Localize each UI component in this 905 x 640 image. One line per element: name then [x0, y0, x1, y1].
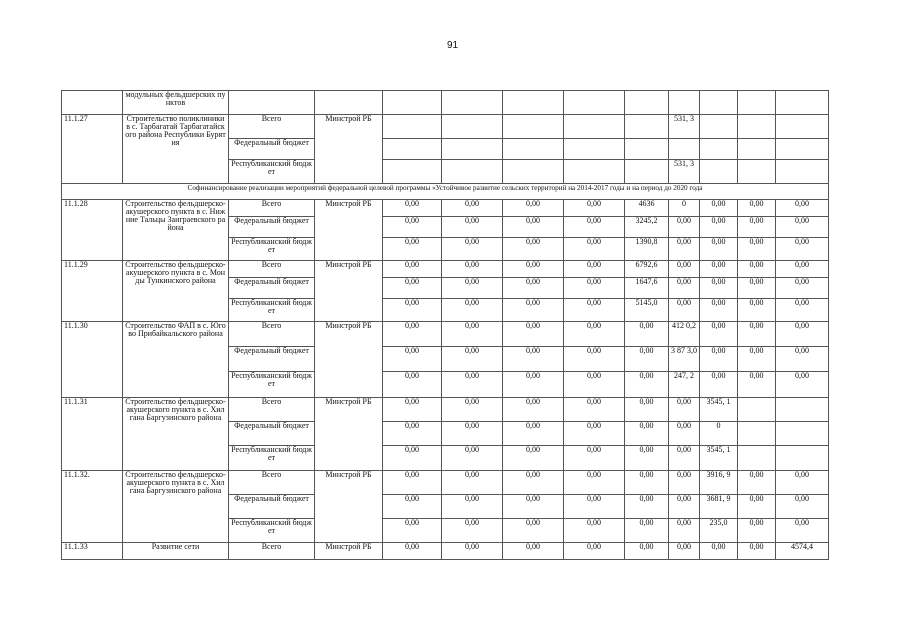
table-row — [62, 471, 829, 495]
amount-cell — [738, 160, 776, 184]
amount-cell: 0,00 — [503, 471, 564, 495]
responsible-executor-cell: Минстрой РБ — [315, 261, 383, 322]
activity-name-cell: Строительство фельдшерско-акушерского пункта в с. Хилгана Баргузинского района — [123, 398, 229, 471]
amount-cell: 0,00 — [669, 398, 700, 422]
amount-cell: 5145,0 — [625, 299, 669, 322]
amount-cell: 0,00 — [564, 446, 625, 471]
amount-cell: 0,00 — [442, 372, 503, 398]
amount-cell: 0,00 — [776, 299, 829, 322]
amount-cell: 0,00 — [700, 322, 738, 347]
amount-cell: 0,00 — [776, 471, 829, 495]
funding-source-cell: Республиканский бюджет — [229, 519, 315, 543]
amount-cell: 3245,2 — [625, 217, 669, 238]
amount-cell: 0,00 — [383, 238, 442, 261]
amount-cell: 0,00 — [383, 299, 442, 322]
amount-cell: 0,00 — [776, 217, 829, 238]
amount-cell: 0,00 — [625, 519, 669, 543]
funding-source-cell — [229, 91, 315, 115]
amount-cell: 0,00 — [700, 543, 738, 560]
amount-cell: 0,00 — [442, 238, 503, 261]
responsible-executor-cell: Минстрой РБ — [315, 398, 383, 471]
amount-cell: 0,00 — [442, 200, 503, 217]
amount-cell — [776, 91, 829, 115]
row-number-cell: 11.1.32. — [62, 471, 123, 543]
amount-cell — [700, 115, 738, 139]
amount-cell: 0,00 — [564, 322, 625, 347]
activity-name-cell: Строительство ФАП в с. Югово Прибайкальского района — [123, 322, 229, 398]
amount-cell: 0,00 — [669, 238, 700, 261]
amount-cell — [564, 160, 625, 184]
table-row — [62, 261, 829, 278]
amount-cell: 0,00 — [503, 398, 564, 422]
responsible-executor-cell: Минстрой РБ — [315, 322, 383, 398]
amount-cell: 0,00 — [503, 217, 564, 238]
table-row — [62, 184, 829, 200]
amount-cell: 0,00 — [669, 495, 700, 519]
activity-name-cell: Развитие сети — [123, 543, 229, 560]
funding-source-cell: Республиканский бюджет — [229, 238, 315, 261]
amount-cell — [776, 139, 829, 160]
amount-cell: 1647,6 — [625, 278, 669, 299]
program-budget-table — [61, 90, 829, 560]
responsible-executor-cell: Минстрой РБ — [315, 471, 383, 543]
amount-cell: 3 87 3,0 — [669, 347, 700, 372]
amount-cell: 0,00 — [669, 278, 700, 299]
responsible-executor-cell: Минстрой РБ — [315, 115, 383, 184]
funding-source-cell: Федеральный бюджет — [229, 495, 315, 519]
amount-cell: 0,00 — [700, 217, 738, 238]
amount-cell: 0,00 — [383, 543, 442, 560]
amount-cell: 0,00 — [383, 372, 442, 398]
amount-cell: 0,00 — [776, 347, 829, 372]
amount-cell — [776, 446, 829, 471]
amount-cell: 0,00 — [776, 519, 829, 543]
amount-cell: 0,00 — [503, 372, 564, 398]
activity-name-cell: Строительство фельдшерско-акушерского пункта в с. Монды Тункинского района — [123, 261, 229, 322]
amount-cell: 6792,6 — [625, 261, 669, 278]
amount-cell: 0,00 — [738, 543, 776, 560]
funding-source-cell: Всего — [229, 261, 315, 278]
amount-cell: 0,00 — [776, 200, 829, 217]
amount-cell: 0,00 — [564, 347, 625, 372]
amount-cell — [738, 115, 776, 139]
table-row — [62, 200, 829, 217]
funding-source-cell: Федеральный бюджет — [229, 347, 315, 372]
amount-cell: 0,00 — [738, 495, 776, 519]
amount-cell — [738, 398, 776, 422]
funding-source-cell: Республиканский бюджет — [229, 299, 315, 322]
funding-source-cell: Республиканский бюджет — [229, 160, 315, 184]
amount-cell: 0,00 — [564, 422, 625, 446]
amount-cell: 0,00 — [669, 446, 700, 471]
amount-cell: 0,00 — [564, 278, 625, 299]
amount-cell — [776, 160, 829, 184]
amount-cell: 0,00 — [738, 322, 776, 347]
table-body — [62, 91, 829, 560]
amount-cell: 0,00 — [503, 299, 564, 322]
amount-cell: 0,00 — [442, 398, 503, 422]
amount-cell: 0,00 — [503, 261, 564, 278]
amount-cell: 0,00 — [669, 261, 700, 278]
amount-cell: 0,00 — [776, 495, 829, 519]
row-number-cell: 11.1.30 — [62, 322, 123, 398]
amount-cell: 0,00 — [383, 398, 442, 422]
amount-cell: 1390,8 — [625, 238, 669, 261]
amount-cell: 0,00 — [700, 347, 738, 372]
amount-cell: 0,00 — [503, 495, 564, 519]
amount-cell — [738, 91, 776, 115]
amount-cell: 0,00 — [564, 543, 625, 560]
amount-cell: 0,00 — [625, 471, 669, 495]
amount-cell: 3545, 1 — [700, 398, 738, 422]
amount-cell — [564, 115, 625, 139]
funding-source-cell: Федеральный бюджет — [229, 217, 315, 238]
activity-name-cell: Строительство фельдшерско-акушерского пункта в с. Нижние Тальцы Заиграевского района — [123, 200, 229, 261]
amount-cell: 0,00 — [383, 495, 442, 519]
funding-source-cell: Всего — [229, 398, 315, 422]
table-row — [62, 115, 829, 139]
amount-cell: 0,00 — [738, 372, 776, 398]
amount-cell — [700, 91, 738, 115]
funding-source-cell: Федеральный бюджет — [229, 139, 315, 160]
amount-cell — [669, 139, 700, 160]
activity-name-cell: Строительство поликлиники в с. Тарбагатай Тарбагатайского района Республики Бурятия — [123, 115, 229, 184]
amount-cell: 412 0,2 — [669, 322, 700, 347]
row-number-cell: 11.1.28 — [62, 200, 123, 261]
amount-cell: 0,00 — [383, 217, 442, 238]
amount-cell: 0,00 — [776, 261, 829, 278]
table-row — [62, 91, 829, 115]
amount-cell: 0,00 — [738, 238, 776, 261]
amount-cell — [503, 91, 564, 115]
funding-source-cell: Федеральный бюджет — [229, 278, 315, 299]
amount-cell: 0,00 — [383, 446, 442, 471]
amount-cell: 0,00 — [442, 446, 503, 471]
amount-cell — [564, 91, 625, 115]
amount-cell: 0,00 — [700, 200, 738, 217]
amount-cell: 0,00 — [442, 278, 503, 299]
amount-cell — [738, 446, 776, 471]
amount-cell: 0,00 — [669, 543, 700, 560]
amount-cell — [442, 91, 503, 115]
amount-cell: 0,00 — [564, 238, 625, 261]
funding-source-cell: Федеральный бюджет — [229, 422, 315, 446]
amount-cell: 0,00 — [503, 278, 564, 299]
amount-cell: 0,00 — [383, 347, 442, 372]
amount-cell: 235,0 — [700, 519, 738, 543]
responsible-executor-cell: Минстрой РБ — [315, 200, 383, 261]
table-row — [62, 543, 829, 560]
activity-name-cell: Строительство фельдшерско-акушерского пункта в с. Хилгана Баргузинского района — [123, 471, 229, 543]
amount-cell — [625, 91, 669, 115]
section-heading-cell: Софинансирование реализации мероприятий федеральной целевой программы «Устойчивое развитие сельских территорий на 2014-2017 годы и на период до 2020 года — [62, 184, 829, 200]
amount-cell: 0,00 — [738, 519, 776, 543]
amount-cell: 0,00 — [383, 422, 442, 446]
amount-cell — [776, 115, 829, 139]
activity-name-cell: модульных фельдшерских пунктов — [123, 91, 229, 115]
amount-cell: 0,00 — [700, 261, 738, 278]
amount-cell: 0,00 — [625, 543, 669, 560]
amount-cell — [625, 115, 669, 139]
amount-cell — [383, 115, 442, 139]
amount-cell: 0,00 — [503, 322, 564, 347]
amount-cell: 0,00 — [564, 372, 625, 398]
amount-cell: 0,00 — [776, 278, 829, 299]
amount-cell — [503, 115, 564, 139]
amount-cell: 0,00 — [503, 519, 564, 543]
amount-cell: 531, 3 — [669, 115, 700, 139]
amount-cell: 3545, 1 — [700, 446, 738, 471]
amount-cell: 0,00 — [669, 217, 700, 238]
amount-cell: 0,00 — [669, 471, 700, 495]
row-number-cell: 11.1.29 — [62, 261, 123, 322]
amount-cell: 0,00 — [383, 200, 442, 217]
amount-cell: 0,00 — [442, 217, 503, 238]
amount-cell: 0,00 — [442, 471, 503, 495]
funding-source-cell: Всего — [229, 115, 315, 139]
amount-cell: 0,00 — [564, 495, 625, 519]
amount-cell — [442, 115, 503, 139]
amount-cell — [383, 91, 442, 115]
funding-source-cell: Всего — [229, 543, 315, 560]
amount-cell — [442, 139, 503, 160]
amount-cell: 0 — [669, 200, 700, 217]
row-number-cell — [62, 91, 123, 115]
amount-cell: 0,00 — [669, 519, 700, 543]
amount-cell: 0,00 — [503, 238, 564, 261]
amount-cell: 531, 3 — [669, 160, 700, 184]
amount-cell: 0,00 — [700, 299, 738, 322]
amount-cell: 247, 2 — [669, 372, 700, 398]
amount-cell: 0,00 — [738, 471, 776, 495]
amount-cell: 0,00 — [442, 495, 503, 519]
amount-cell — [776, 398, 829, 422]
amount-cell: 0,00 — [564, 398, 625, 422]
amount-cell — [383, 160, 442, 184]
amount-cell: 0,00 — [625, 372, 669, 398]
amount-cell: 0,00 — [776, 238, 829, 261]
amount-cell: 0,00 — [738, 278, 776, 299]
funding-source-cell: Всего — [229, 322, 315, 347]
funding-source-cell: Всего — [229, 471, 315, 495]
amount-cell: 0,00 — [669, 422, 700, 446]
amount-cell — [738, 422, 776, 446]
amount-cell: 0,00 — [625, 446, 669, 471]
amount-cell: 0,00 — [738, 217, 776, 238]
table-row — [62, 398, 829, 422]
table-row — [62, 322, 829, 347]
amount-cell: 0,00 — [700, 372, 738, 398]
amount-cell: 0,00 — [442, 322, 503, 347]
amount-cell: 0,00 — [738, 347, 776, 372]
amount-cell: 0,00 — [776, 322, 829, 347]
amount-cell: 0,00 — [503, 422, 564, 446]
amount-cell: 0,00 — [442, 299, 503, 322]
funding-source-cell: Республиканский бюджет — [229, 446, 315, 471]
amount-cell — [625, 160, 669, 184]
amount-cell: 0,00 — [442, 422, 503, 446]
amount-cell — [738, 139, 776, 160]
amount-cell: 0,00 — [503, 446, 564, 471]
amount-cell: 0,00 — [625, 495, 669, 519]
amount-cell: 0,00 — [564, 471, 625, 495]
amount-cell: 0,00 — [383, 519, 442, 543]
amount-cell: 0 — [700, 422, 738, 446]
amount-cell: 0,00 — [503, 347, 564, 372]
amount-cell: 0,00 — [669, 299, 700, 322]
amount-cell: 0,00 — [383, 322, 442, 347]
amount-cell: 0,00 — [442, 261, 503, 278]
amount-cell: 0,00 — [738, 299, 776, 322]
amount-cell: 0,00 — [564, 299, 625, 322]
amount-cell: 0,00 — [625, 322, 669, 347]
amount-cell: 0,00 — [564, 261, 625, 278]
row-number-cell: 11.1.33 — [62, 543, 123, 560]
amount-cell — [503, 160, 564, 184]
amount-cell: 3681, 9 — [700, 495, 738, 519]
amount-cell: 3916, 9 — [700, 471, 738, 495]
amount-cell: 0,00 — [564, 200, 625, 217]
amount-cell — [700, 139, 738, 160]
page-number: 91 — [446, 40, 459, 51]
amount-cell: 0,00 — [564, 217, 625, 238]
responsible-executor-cell — [315, 91, 383, 115]
amount-cell — [669, 91, 700, 115]
amount-cell — [625, 139, 669, 160]
amount-cell — [776, 422, 829, 446]
row-number-cell: 11.1.31 — [62, 398, 123, 471]
amount-cell: 0,00 — [738, 200, 776, 217]
amount-cell: 0,00 — [503, 200, 564, 217]
amount-cell: 0,00 — [383, 261, 442, 278]
amount-cell — [700, 160, 738, 184]
amount-cell — [442, 160, 503, 184]
funding-source-cell: Всего — [229, 200, 315, 217]
amount-cell: 0,00 — [383, 471, 442, 495]
amount-cell: 0,00 — [625, 422, 669, 446]
row-number-cell: 11.1.27 — [62, 115, 123, 184]
amount-cell: 0,00 — [700, 278, 738, 299]
amount-cell: 0,00 — [738, 261, 776, 278]
funding-source-cell: Республиканский бюджет — [229, 372, 315, 398]
amount-cell: 0,00 — [776, 372, 829, 398]
amount-cell: 0,00 — [383, 278, 442, 299]
amount-cell — [503, 139, 564, 160]
amount-cell: 0,00 — [442, 543, 503, 560]
responsible-executor-cell: Минстрой РБ — [315, 543, 383, 560]
amount-cell: 0,00 — [442, 347, 503, 372]
amount-cell: 0,00 — [442, 519, 503, 543]
amount-cell: 0,00 — [625, 398, 669, 422]
amount-cell: 4636 — [625, 200, 669, 217]
amount-cell: 0,00 — [503, 543, 564, 560]
amount-cell — [564, 139, 625, 160]
amount-cell: 0,00 — [700, 238, 738, 261]
amount-cell: 4574,4 — [776, 543, 829, 560]
amount-cell — [383, 139, 442, 160]
amount-cell: 0,00 — [625, 347, 669, 372]
amount-cell: 0,00 — [564, 519, 625, 543]
